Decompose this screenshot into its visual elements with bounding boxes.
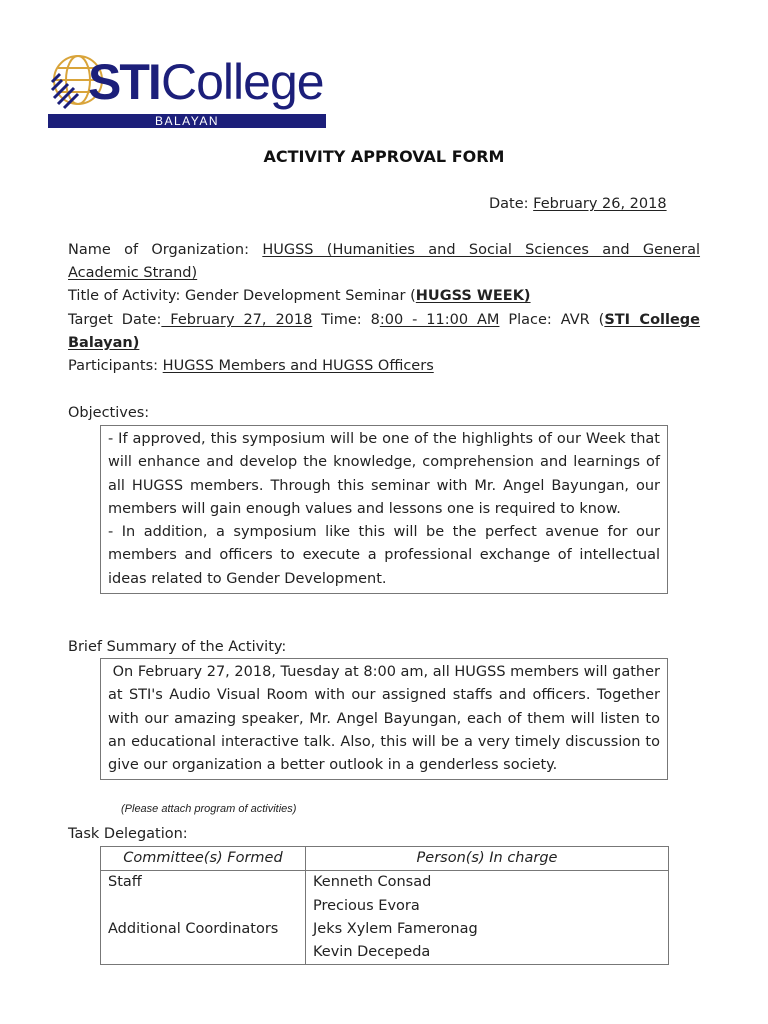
summary-text: On February 27, 2018, Tuesday at 8:00 am, all HUGSS members will gather at STI's Audio Visual Room with our assigned staffs and officers. Together with our amazing speaker, Mr. Angel Bayungan, each of them will listen to an educational interactive talk. Also, this will be a very timely discussion to give our organization a better outlook in a genderless society. [108, 664, 660, 774]
place-bold-2: Balayan) [68, 335, 140, 351]
form-title: ACTIVITY APPROVAL FORM [263, 147, 505, 166]
committee-cell [101, 941, 306, 965]
summary-label: Brief Summary of the Activity: [68, 639, 287, 655]
date-value: February 26, 2018 [533, 196, 667, 212]
organization-label: Name of Organization: [68, 242, 249, 258]
target-date-label: Target Date: [68, 312, 162, 328]
committee-cell: Additional Coordinators [101, 918, 306, 941]
place-bold-1: STI College [604, 312, 701, 328]
time-label: Time: [321, 312, 362, 328]
table-row [101, 918, 669, 941]
committee-cell: Staff [101, 871, 306, 895]
logo-sti-text: STI [88, 54, 160, 110]
sti-college-logo [48, 50, 328, 130]
target-date-value: February 27, 2018 [161, 312, 313, 328]
task-delegation-table [100, 846, 669, 965]
table-row [101, 895, 669, 918]
participants-value: HUGSS Members and HUGSS Officers [162, 358, 434, 374]
header-person: Person(s) In charge [306, 847, 669, 871]
logo-campus-bar: BALAYAN [48, 114, 326, 128]
objective-paragraph: - If approved, this symposium will be one of the highlights of our Week that will enhance and develop the knowledge, comprehension and learnings of all HUGSS members. Through this seminar with Mr. Angel Bayungan, our members will gain enough values and lessons one is required to know. [108, 431, 660, 517]
participants-label: Participants: [68, 358, 159, 374]
attach-program-note: (Please attach program of activities) [121, 803, 297, 815]
objectives-label: Objectives: [68, 405, 150, 421]
time-prefix: 8 [370, 312, 380, 328]
activity-title-label: Title of Activity: [68, 288, 181, 304]
date-label: Date: [489, 196, 529, 212]
person-cell: Precious Evora [306, 895, 669, 918]
organization-value-line2: Academic Strand) [68, 265, 198, 281]
activity-title-bold: HUGSS WEEK) [415, 288, 531, 304]
logo-college-text: College [161, 54, 324, 110]
committee-cell [101, 895, 306, 918]
table-header-row [101, 847, 669, 871]
activity-title-field [68, 285, 700, 308]
organization-value-line1: HUGSS (Humanities and Social Sciences and General [262, 242, 701, 258]
task-delegation-label: Task Delegation: [68, 826, 188, 842]
table-row [101, 871, 669, 895]
organization-field [68, 239, 700, 262]
place-label: Place: [508, 312, 552, 328]
schedule-field-cont [68, 332, 700, 355]
objective-paragraph: - In addition, a symposium like this will be the perfect avenue for our members and officers to execute a professional exchange of intellectual ideas related to Gender Development. [108, 524, 660, 587]
table-row [101, 941, 669, 965]
participants-field [68, 355, 700, 378]
person-cell: Kevin Decepeda [306, 941, 669, 965]
summary-box [100, 658, 668, 780]
objectives-box [100, 425, 668, 594]
date-field [489, 193, 667, 216]
person-cell: Jeks Xylem Fameronag [306, 918, 669, 941]
time-value: :00 - 11:00 AM [379, 312, 500, 328]
header-committee: Committee(s) Formed [101, 847, 306, 871]
schedule-field [68, 309, 700, 332]
organization-field-cont [68, 262, 700, 285]
place-value: AVR ( [560, 312, 605, 328]
activity-title-value: Gender Development Seminar ( [184, 288, 416, 304]
person-cell: Kenneth Consad [306, 871, 669, 895]
